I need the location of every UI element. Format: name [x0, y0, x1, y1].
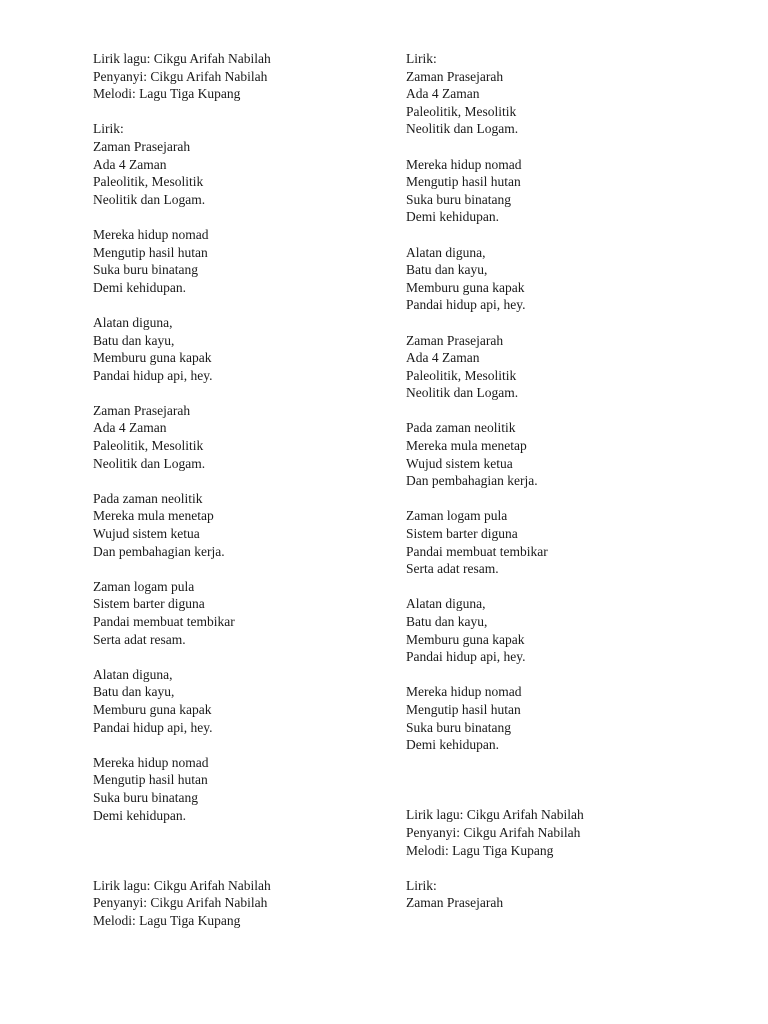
lyric-line: Lirik lagu: Cikgu Arifah Nabilah	[406, 807, 584, 823]
lyric-line: Pandai hidup api, hey.	[93, 719, 213, 735]
lyric-line: Mengutip hasil hutan	[406, 174, 521, 190]
stanza	[93, 314, 383, 384]
lyric-line: Lirik:	[406, 877, 437, 893]
lyric-line: Lirik:	[406, 51, 437, 66]
lyric-line: Lirik lagu: Cikgu Arifah Nabilah	[93, 877, 271, 893]
left-lyrics-column	[93, 50, 383, 947]
lyric-line: Lirik:	[93, 121, 124, 137]
lyric-line: Zaman logam pula	[93, 578, 195, 594]
lyric-line: Neolitik dan Logam.	[93, 455, 206, 471]
lyric-line: Penyanyi: Cikgu Arifah Nabilah	[93, 68, 268, 84]
lyric-line: Suka buru binatang	[406, 719, 511, 735]
stanza	[93, 578, 383, 648]
lyric-line: Pada zaman neolitik	[406, 420, 516, 436]
lyric-line: Paleolitik, Mesolitik	[93, 438, 204, 454]
lyric-line: Ada 4 Zaman	[93, 156, 167, 172]
lyric-line: Dan pembahagian kerja.	[93, 543, 225, 559]
lyric-line: Zaman Prasejarah	[406, 895, 504, 911]
lyric-line: Dan pembahagian kerja.	[406, 473, 538, 489]
lyric-line: Suka buru binatang	[406, 191, 511, 207]
lyric-line: Batu dan kayu,	[93, 684, 175, 700]
lyric-line: Sistem barter diguna	[93, 596, 205, 612]
stanza	[406, 244, 706, 314]
lyric-line: Alatan diguna,	[93, 666, 173, 682]
lyric-line: Ada 4 Zaman	[406, 86, 480, 102]
lyric-line: Demi kehidupan.	[406, 209, 499, 225]
lyric-line: Batu dan kayu,	[406, 614, 488, 629]
lyric-line: Mereka mula menetap	[406, 438, 527, 454]
lyric-line: Pandai membuat tembikar	[406, 543, 548, 559]
lyric-line: Paleolitik, Mesolitik	[93, 174, 204, 190]
lyric-line: Lirik lagu: Cikgu Arifah Nabilah	[93, 51, 271, 66]
lyric-line: Zaman Prasejarah	[93, 402, 191, 418]
lyric-line: Penyanyi: Cikgu Arifah Nabilah	[93, 895, 268, 911]
lyric-line: Zaman logam pula	[406, 508, 508, 524]
lyric-line: Melodi: Lagu Tiga Kupang	[406, 842, 554, 858]
stanza-song-credits	[93, 50, 383, 103]
stanza	[93, 754, 383, 824]
lyric-line: Mereka hidup nomad	[93, 226, 209, 242]
lyric-line: Mengutip hasil hutan	[406, 701, 521, 717]
lyric-line: Memburu guna kapak	[406, 631, 525, 647]
stanza	[406, 595, 706, 665]
spacer	[406, 771, 706, 806]
lyric-line: Memburu guna kapak	[93, 350, 212, 366]
lyric-line: Batu dan kayu,	[93, 332, 175, 348]
lyric-line: Pandai hidup api, hey.	[93, 367, 213, 383]
lyric-line: Mereka hidup nomad	[406, 156, 522, 172]
spacer	[93, 842, 383, 877]
lyric-line: Alatan diguna,	[406, 244, 486, 260]
lyric-line: Mengutip hasil hutan	[93, 772, 208, 788]
stanza	[93, 402, 383, 472]
lyric-line: Pandai membuat tembikar	[93, 614, 235, 629]
lyric-line: Paleolitik, Mesolitik	[406, 103, 517, 119]
stanza	[406, 683, 706, 753]
lyric-line: Demi kehidupan.	[93, 279, 186, 295]
lyric-line: Sistem barter diguna	[406, 526, 518, 542]
stanza	[93, 666, 383, 736]
lyric-line: Demi kehidupan.	[406, 737, 499, 753]
lyric-line: Ada 4 Zaman	[406, 350, 480, 366]
lyric-line: Demi kehidupan.	[93, 807, 186, 823]
lyric-line: Pandai hidup api, hey.	[406, 649, 526, 665]
lyric-line: Mereka hidup nomad	[93, 754, 209, 770]
lyric-line: Neolitik dan Logam.	[406, 121, 519, 137]
lyric-line: Wujud sistem ketua	[406, 455, 513, 471]
lyric-line: Mengutip hasil hutan	[93, 244, 208, 260]
lyric-line: Melodi: Lagu Tiga Kupang	[93, 86, 241, 102]
lyric-line: Suka buru binatang	[93, 262, 198, 278]
right-lyrics-column	[406, 50, 706, 930]
lyric-line: Neolitik dan Logam.	[406, 385, 519, 401]
stanza	[406, 419, 706, 489]
lyric-line: Memburu guna kapak	[93, 701, 212, 717]
lyric-line: Penyanyi: Cikgu Arifah Nabilah	[406, 824, 581, 840]
lyric-line: Memburu guna kapak	[406, 279, 525, 295]
lyric-line: Alatan diguna,	[93, 314, 173, 330]
lyric-line: Zaman Prasejarah	[93, 138, 191, 154]
lyric-line: Batu dan kayu,	[406, 262, 488, 278]
stanza	[406, 877, 706, 912]
stanza	[93, 226, 383, 296]
lyric-line: Suka buru binatang	[93, 789, 198, 805]
stanza	[406, 507, 706, 577]
lyric-line: Serta adat resam.	[93, 631, 186, 647]
lyric-line: Ada 4 Zaman	[93, 420, 167, 436]
lyric-line: Serta adat resam.	[406, 561, 499, 577]
stanza-song-credits	[93, 877, 383, 930]
stanza	[406, 156, 706, 226]
stanza	[406, 332, 706, 402]
lyric-line: Wujud sistem ketua	[93, 526, 200, 542]
lyric-line: Alatan diguna,	[406, 596, 486, 612]
lyric-line: Zaman Prasejarah	[406, 332, 504, 348]
stanza	[93, 490, 383, 560]
stanza-song-credits	[406, 806, 706, 859]
stanza	[406, 50, 706, 138]
lyric-line: Paleolitik, Mesolitik	[406, 367, 517, 383]
lyric-line: Melodi: Lagu Tiga Kupang	[93, 912, 241, 928]
lyric-line: Pada zaman neolitik	[93, 490, 203, 506]
lyric-line: Mereka hidup nomad	[406, 684, 522, 700]
lyric-line: Pandai hidup api, hey.	[406, 297, 526, 313]
lyric-line: Mereka mula menetap	[93, 508, 214, 524]
lyric-line: Zaman Prasejarah	[406, 68, 504, 84]
lyric-line: Neolitik dan Logam.	[93, 191, 206, 207]
stanza	[93, 120, 383, 208]
